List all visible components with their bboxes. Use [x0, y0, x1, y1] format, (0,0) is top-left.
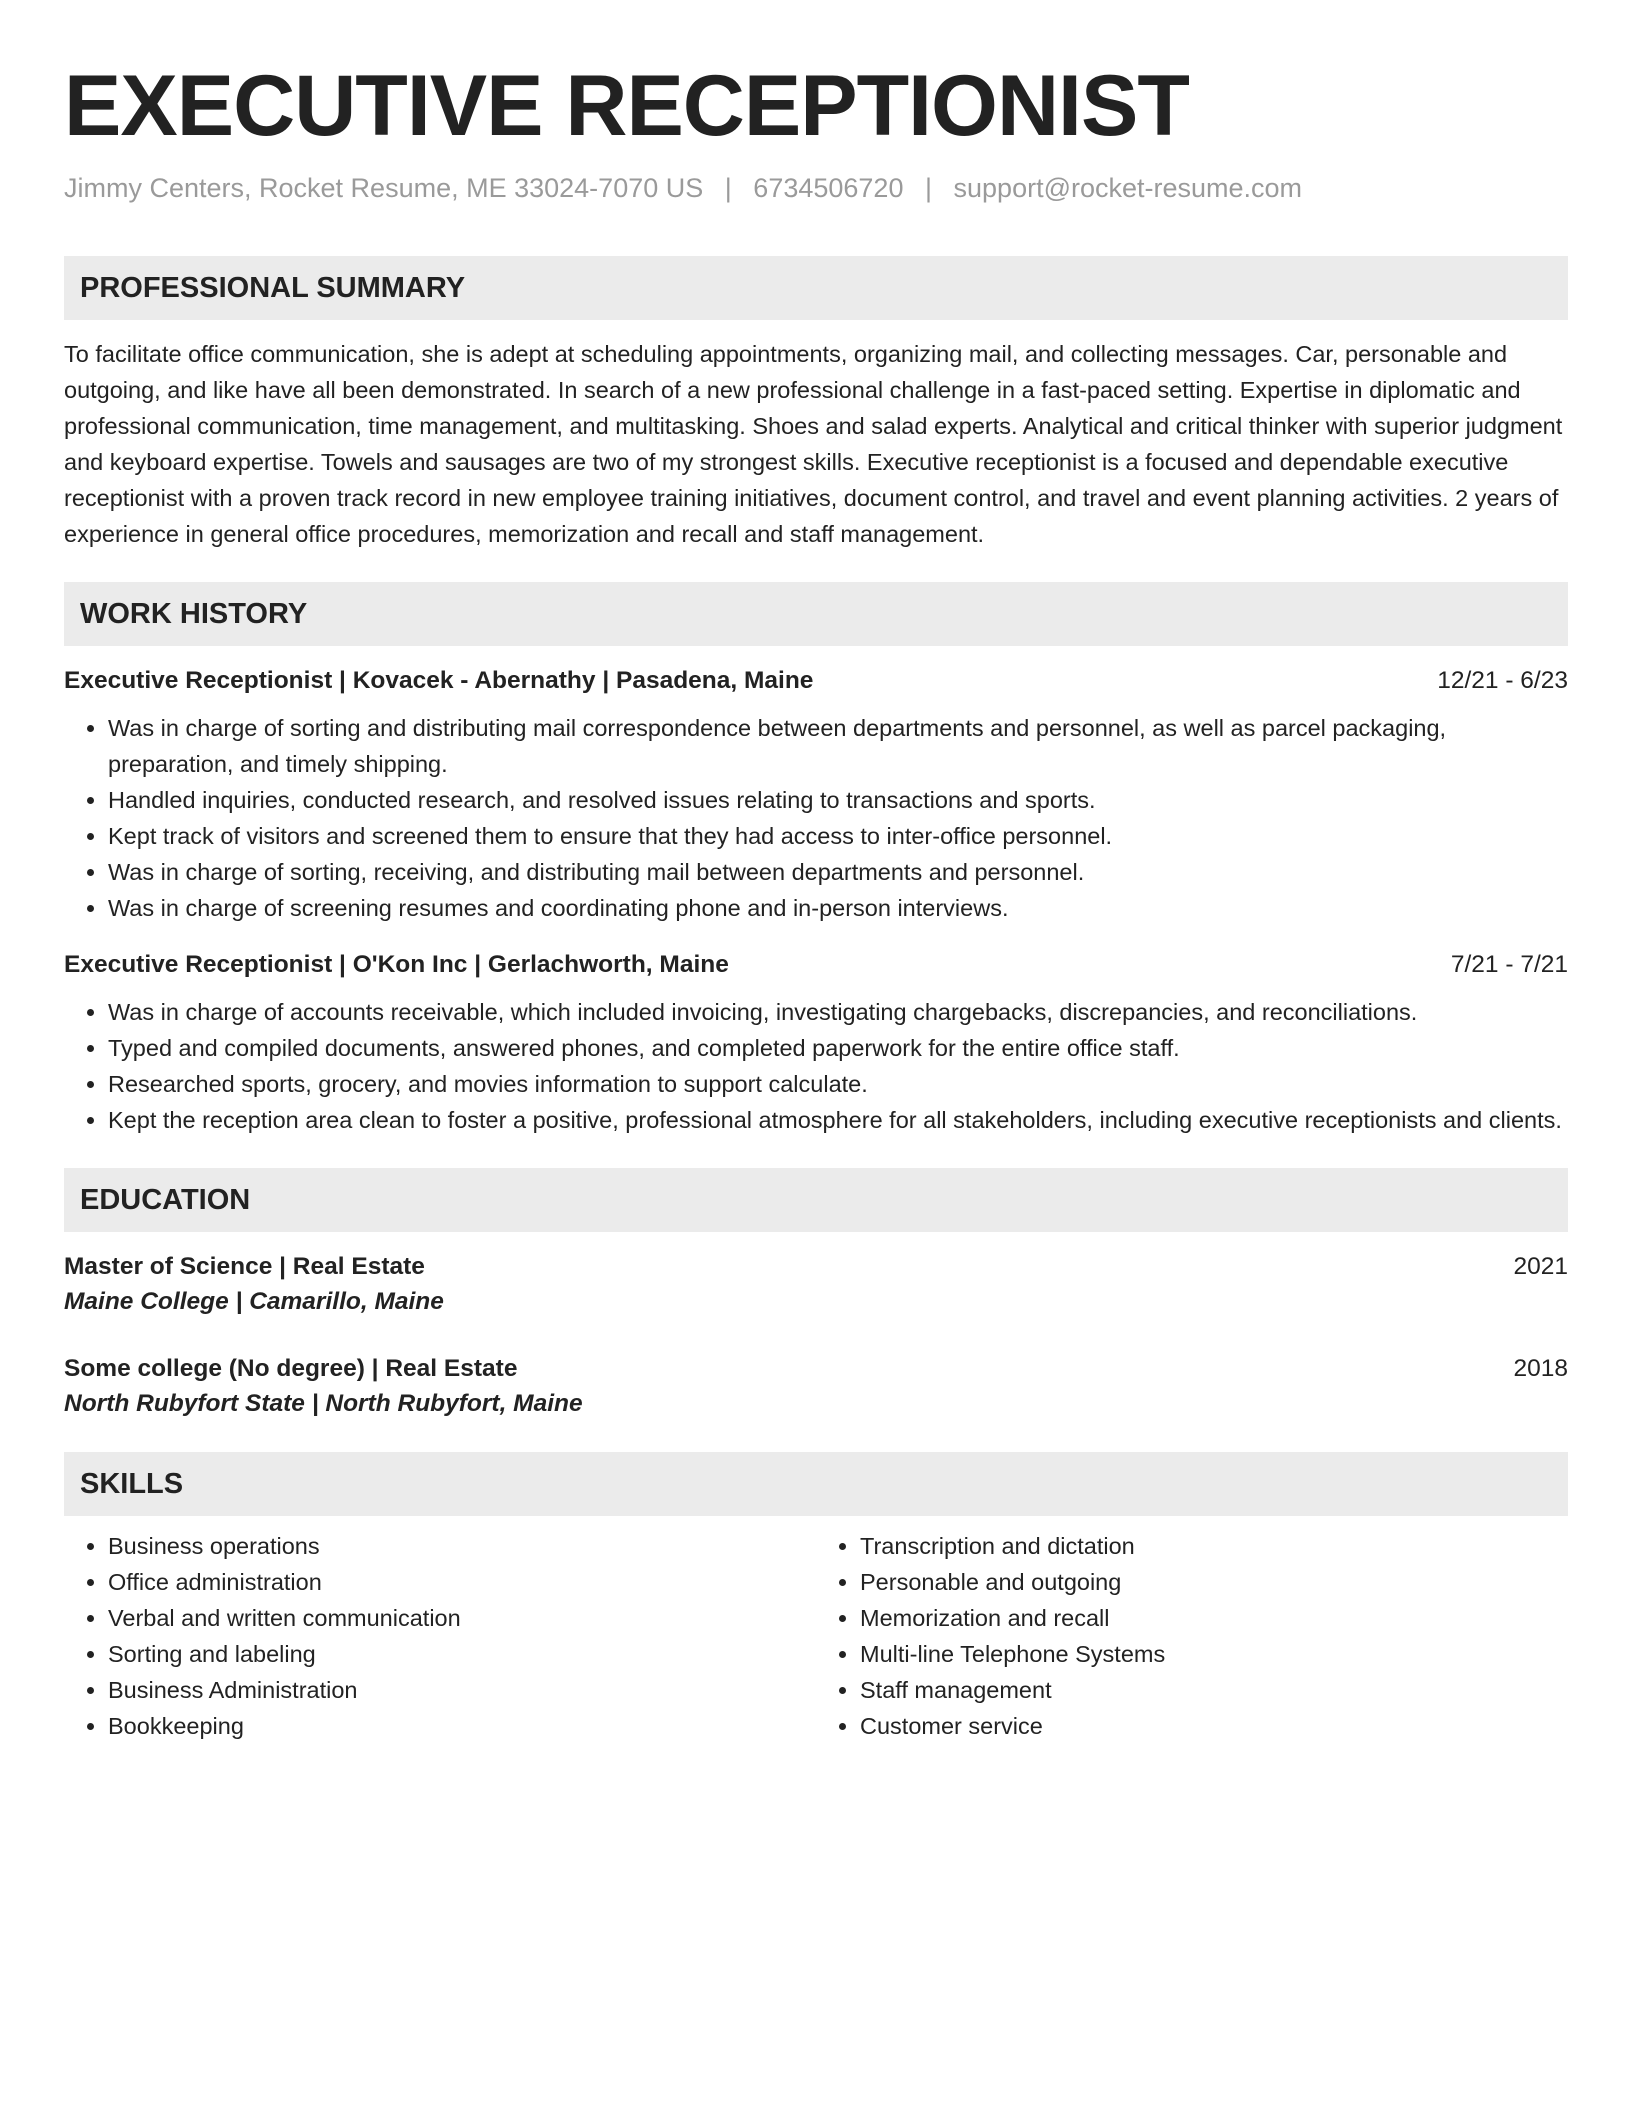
- job-bullets: [64, 994, 1568, 1138]
- list-item: • Handled inquiries, conducted research, and resolved issues relating to transactions and sports.: [108, 782, 1568, 818]
- section-heading-education: EDUCATION: [64, 1168, 1568, 1232]
- education-year: 2018: [1513, 1355, 1568, 1382]
- education-school: North Rubyfort State | North Rubyfort, Maine: [64, 1390, 583, 1417]
- job-header: [64, 948, 1568, 982]
- skill-item: • Verbal and written communication: [108, 1600, 816, 1636]
- skill-item: • Bookkeeping: [108, 1708, 816, 1744]
- job-bullets: [64, 710, 1568, 926]
- list-item: • Typed and compiled documents, answered phones, and completed paperwork for the entire office staff.: [108, 1030, 1568, 1066]
- job-dates: 7/21 - 7/21: [1450, 951, 1568, 978]
- job-entry: [64, 664, 1568, 926]
- education-degree: Some college (No degree) | Real Estate: [64, 1355, 518, 1382]
- education-entry: [64, 1250, 1568, 1320]
- section-heading-work-history: WORK HISTORY: [64, 582, 1568, 646]
- section-heading-summary: PROFESSIONAL SUMMARY: [64, 256, 1568, 320]
- skill-item: • Business operations: [108, 1528, 816, 1564]
- list-item: • Kept the reception area clean to foster a positive, professional atmosphere for all stakeholders, including executive receptionists and clients.: [108, 1102, 1568, 1138]
- education-header: [64, 1250, 1568, 1284]
- skill-item: • Sorting and labeling: [108, 1636, 816, 1672]
- contact-email: support@rocket-resume.com: [953, 173, 1303, 203]
- job-entry: [64, 948, 1568, 1138]
- skill-item: • Personable and outgoing: [860, 1564, 1568, 1600]
- skill-item: • Transcription and dictation: [860, 1528, 1568, 1564]
- contact-phone: 6734506720: [753, 173, 904, 203]
- list-item: • Researched sports, grocery, and movies information to support calculate.: [108, 1066, 1568, 1102]
- contact-address: Jimmy Centers, Rocket Resume, ME 33024-7070 US: [64, 173, 704, 203]
- skill-item: • Memorization and recall: [860, 1600, 1568, 1636]
- skills-list-right: [816, 1528, 1568, 1744]
- list-item: • Was in charge of sorting, receiving, and distributing mail between departments and personnel.: [108, 854, 1568, 890]
- summary-text: To facilitate office communication, she is adept at scheduling appointments, organizing mail, and collecting messages. Car, personable and outgoing, and like have all been demonstrated. In search of a new professional challenge in a fast-paced setting. Expertise in diplomatic and professional communication, time management, and multitasking. Shoes and salad experts. Analytical and critical thinker with superior judgment and keyboard expertise. Towels and sausages are two of my strongest skills. Executive receptionist is a focused and dependable executive receptionist with a proven track record in new employee training initiatives, document control, and travel and event planning activities. 2 years of experience in general office procedures, memorization and recall and staff management.: [64, 341, 1563, 547]
- education-school: Maine College | Camarillo, Maine: [64, 1288, 444, 1315]
- education-year: 2021: [1513, 1253, 1568, 1280]
- skill-item: • Office administration: [108, 1564, 816, 1600]
- skill-item: • Business Administration: [108, 1672, 816, 1708]
- job-title: Executive Receptionist | O'Kon Inc | Gerlachworth, Maine: [64, 951, 729, 978]
- skill-item: • Multi-line Telephone Systems: [860, 1636, 1568, 1672]
- list-item: • Kept track of visitors and screened them to ensure that they had access to inter-office personnel.: [108, 818, 1568, 854]
- skill-item: • Staff management: [860, 1672, 1568, 1708]
- education-degree: Master of Science | Real Estate: [64, 1253, 425, 1280]
- skills-list-left: [64, 1528, 816, 1744]
- contact-separator: |: [924, 173, 932, 203]
- skill-item: • Customer service: [860, 1708, 1568, 1744]
- job-header: [64, 664, 1568, 698]
- contact-separator: |: [724, 173, 732, 203]
- contact-line: [64, 170, 1568, 206]
- skills-columns: [64, 1528, 1568, 1744]
- list-item: • Was in charge of accounts receivable, which included invoicing, investigating chargebacks, discrepancies, and reconciliations.: [108, 994, 1568, 1030]
- list-item: • Was in charge of sorting and distributing mail correspondence between departments and personnel, as well as parcel packaging, preparation, and timely shipping.: [108, 710, 1568, 782]
- section-heading-skills: SKILLS: [64, 1452, 1568, 1516]
- education-header: [64, 1352, 1568, 1386]
- education-entry: [64, 1352, 1568, 1422]
- job-dates: 12/21 - 6/23: [1437, 667, 1568, 694]
- resume-title: EXECUTIVE RECEPTIONIST: [64, 58, 1189, 154]
- job-title: Executive Receptionist | Kovacek - Abernathy | Pasadena, Maine: [64, 667, 814, 694]
- list-item: • Was in charge of screening resumes and coordinating phone and in-person interviews.: [108, 890, 1568, 926]
